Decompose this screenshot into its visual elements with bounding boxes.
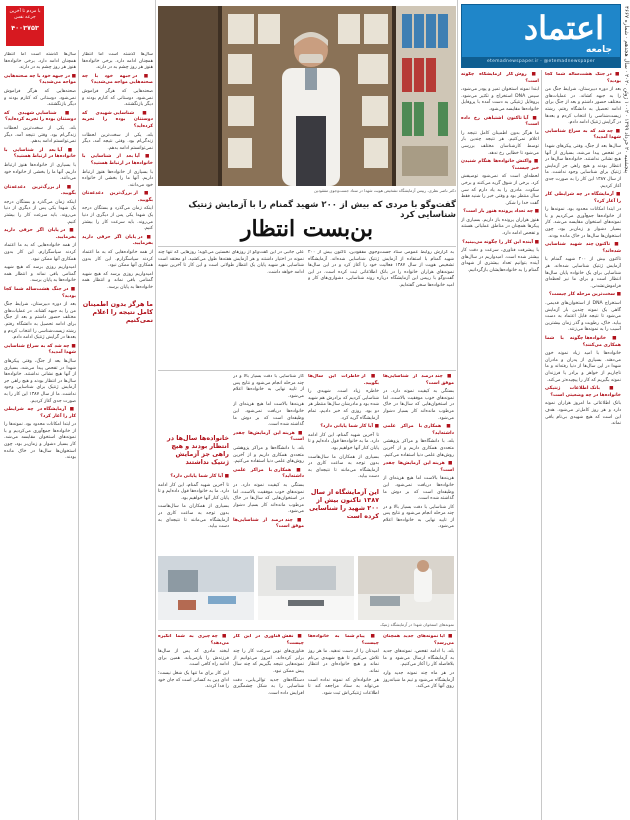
lab-table-illustration	[158, 556, 254, 620]
interview-question: ■ چه شد که به سراغ شناسایی شهدا آمدید؟	[4, 344, 76, 357]
interview-answer: بعد از دوره دبیرستان، شرایط جنگ من را به جبهه کشاند. در عملیات‌های مختلف حضور داشتم و بعد از جنگ برای ادامه تحصیل به دانشگاه رفتم. رشته زیست‌شناسی را انتخاب کردم و بعدها در گرایش ژنتیک ادامه دادم.	[545, 87, 621, 126]
interview-answer: در ابتدا امکانات محدود بود. نمونه‌ها را از خانواده‌ها جمع‌آوری می‌کردیم و با نمونه‌های استخوان مقایسه می‌شد. کار بسیار دشوار و زمان‌بر بود، چون استخوان‌ها سال‌ها در خاک مانده بودند.	[545, 207, 621, 239]
intro-paragraph-2: علی جانبی در این گفت‌وگو از روزهای نخستین می‌گوید؛ روزهایی که تنها چند نمونه در اختیار داشتند و هر آزمایش هفته‌ها طول می‌کشید. او معتقد است شناسایی هر شهید پایان یک انتظار طولانی است و این کار تا آخرین شهید ادامه خواهد داشت.	[158, 250, 304, 275]
bottom-column-1	[383, 634, 454, 816]
interview-answer: بسیاری از همکاران ما سال‌هاست بدون توجه به ساعت کاری در آزمایشگاه می‌مانند تا نتیجه‌ای به دست بیاید.	[308, 454, 379, 480]
interview-answer: دستگاه‌های جدید توالی‌یابی، دقت شناسایی را به شکل چشمگیری افزایش داده است.	[233, 677, 304, 696]
dateline: پنجشنبه ۲۰ خرداد ۱۳۹۹ · ۱۰۰۲ ژوئن ۲۰۲۰ · سال هجدهم · شماره ۴۶۶۷	[623, 6, 629, 174]
interview-question: ■ از خاطرات این سال‌ها بگویید.	[308, 374, 379, 387]
interview-answer: با پیشرفت فناوری، سرعت و دقت کار بیشتر شده است. امیدواریم در سال‌های آینده بتوانیم تعداد بیشتری از شهدای گمنام را به خانواده‌هایشان بازگردانیم.	[461, 248, 539, 274]
interview-answer: امیدواریم روزی برسد که هیچ شهید گمنامی باقی نماند و انتظار همه خانواده‌ها به پایان برسد.	[4, 265, 76, 284]
interview-question: ■ چه شد که به سراغ شناسایی شهدا آمدید؟	[545, 129, 621, 142]
main-photo-caption: دکتر ناصر نظری، رییس آزمایشگاه تشخیص هویت شهدا در ستاد جست‌وجوی مفقودین	[313, 188, 456, 193]
interview-answer: بعد از دوره دبیرستان، شرایط جنگ من را به جبهه کشاند. در عملیات‌های مختلف حضور داشتم و بعد از جنگ برای ادامه تحصیل به دانشگاه رفتم. رشته زیست‌شناسی را انتخاب کردم و بعدها در گرایش ژنتیک ادامه دادم.	[4, 302, 76, 341]
main-photo	[158, 6, 456, 186]
interview-answer: بسیاری از همکاران ما سال‌هاست بدون توجه به ساعت کاری در آزمایشگاه می‌مانند تا نتیجه‌ای به دست بیاید.	[158, 504, 229, 530]
intro-text	[308, 250, 454, 368]
interview-answer: تا آخرین شهید گمنام، این کار ادامه دارد. ما به خانواده‌ها قول داده‌ایم و تا پایان کنار آنها خواهیم بود.	[158, 482, 229, 501]
interview-answer: سال‌ها گذشته است اما انتظار همچنان ادامه دارد. برخی خانواده‌ها هنوز هر روز چشم به در دارند.	[4, 52, 76, 71]
interview-question: ■ بانک اطلاعات ژنتیکی خانواده‌ها در چه وضعیتی است؟	[545, 386, 621, 399]
interview-question: ■ سخت‌ترین مرحله کار چیست؟	[545, 292, 621, 299]
interview-answer: هر خانواده‌ای که نمونه نداده است می‌تواند به ستاد مراجعه کند تا اطلاعات ژنتیکی‌اش ثبت شود.	[308, 677, 379, 696]
interview-answer: سال‌ها بعد از جنگ، وقتی پیکرهای شهدا در تفحص پیدا می‌شد، بسیاری از آنها هیچ نشانی نداشتند. خانواده‌ها سال‌ها در انتظار بودند و هیچ راهی جز آزمایش ژنتیک برای شناسایی وجود نداشت. ما از سال ۱۳۸۷ این کار را به صورت جدی آغاز کردیم.	[4, 358, 76, 404]
interview-answer: خاطره زیاد است. شهیدی را شناسایی کردیم که برادرش هم شهید شده بود و مادرشان سال‌ها منتظر هر دو بود. روزی که خبر دادیم، تمام آزمایشگاه گریه کرد.	[308, 389, 379, 421]
bottom-column-4	[158, 634, 229, 816]
interview-answer: هزینه‌ها بالاست اما هیچ هزینه‌ای از خانواده‌ها دریافت نمی‌شود. این وظیفه‌ای است که بر دوش ما گذاشته شده است.	[383, 476, 454, 502]
masthead-logo: اعتماد	[523, 9, 604, 47]
interview-question: ■ هزینه این آزمایش‌ها چقدر است؟	[233, 431, 304, 444]
section-rule	[158, 246, 456, 247]
interview-answer: سال‌ها گذشته است اما انتظار همچنان ادامه دارد. برخی خانواده‌ها هنوز هر روز چشم به در دارند.	[82, 52, 153, 71]
interview-answer: کار شناسایی با دقت بسیار بالا و در چند مرحله انجام می‌شود و نتایج پس از تایید نهایی به خانواده‌ها اعلام می‌شود.	[383, 504, 454, 530]
interview-answer: بله، با ادامه تفحص، نمونه‌های جدید به آزمایشگاه ارسال می‌شود و ما بلافاصله کار را آغاز می‌کنیم.	[383, 649, 454, 668]
interview-answer: بستگی به کیفیت نمونه دارد. در نمونه‌های خوب موفقیت بالاست، اما در استخوان‌هایی که سال‌ها در خاک مرطوب مانده‌اند کار بسیار دشوار می‌شود.	[383, 389, 454, 421]
interview-answer: در هر ماه چند نمونه جدید وارد آزمایشگاه می‌شود و تیم ما شبانه‌روز روی آنها کار می‌کند.	[383, 670, 454, 690]
interview-answer: تاکنون بیش از ۲۰۰ شهید گمنام با آزمایش ژنتیک شناسایی شده‌اند. هر شناسایی برای یک خانواده پایان سال‌ها انتظار است و برای ما نیز لحظه‌ای فراموش‌نشدنی.	[545, 257, 621, 289]
pull-quote: این آزمایشگاه از سال ۱۳۸۷ تاکنون بیش از ۲۰۰ شهید را شناسایی کرده است	[309, 488, 379, 520]
interview-question: ■ در پایان اگر حرفی دارید بفرمایید.	[82, 235, 153, 248]
interview-answer: با بسیاری از خانواده‌ها هنوز ارتباط داریم. آنها ما را بخشی از خانواده خود می‌دانند.	[4, 162, 76, 182]
interview-question: ■ هزینه این آزمایش‌ها چقدر است؟	[383, 461, 454, 474]
masthead-strip: etemadnewspaper.ir · @etemadnewspaper	[462, 57, 620, 67]
column-mid-b	[308, 374, 379, 484]
interview-answer: اینکه زمان می‌گذرد و بستگان درجه یک شهدا یکی پس از دیگری از دنیا می‌روند. باید سرعت کار را بیشتر کنیم.	[4, 199, 76, 225]
interview-answer: استخراج DNA از استخوان‌های قدیمی. گاهی یک نمونه چندین بار آزمایش می‌شود تا نتیجه قابل اعتماد به دست بیاید. خاک، رطوبت و گذر زمان بیشترین آسیب را به نمونه‌ها می‌زنند.	[545, 301, 621, 333]
intro-paragraph: به گزارش روابط عمومی ستاد جست‌وجوی مفقودین، تاکنون بیش از ۲۰۰ شهید گمنام با استفاده از آزمایش ژنتیک شناسایی شده‌اند. آزمایشگاه تشخیص هویت از سال ۱۳۸۷ فعالیت خود را آغاز کرد و در این سال‌ها نمونه‌های هزاران خانواده را در بانک اطلاعاتی ثبت کرده است. در این گفت‌وگو با رییس این آزمایشگاه درباره روند شناسایی، دشواری‌های کار و امید خانواده‌ها سخن گفته‌ایم.	[308, 250, 454, 288]
column-mid-c	[233, 374, 304, 554]
interview-answer: صحنه‌هایی که هرگز فراموش نمی‌شود. دوستانی که کنارم بودند و دیگر بازنگشتند.	[4, 88, 76, 108]
interview-answer: هنوز هزاران پرونده باز داریم. بسیاری از پیکرها همچنان در مناطق عملیاتی هستند و تفحص ادامه دارد.	[461, 217, 539, 237]
interview-question: ■ واکنش خانواده‌ها هنگام شنیدن خبر چیست؟	[461, 159, 539, 172]
column-rule	[541, 70, 542, 820]
lab-bench-illustration	[258, 556, 354, 620]
lab-photos-caption: نمونه‌های استخوان شهدا در آزمایشگاه ژنتیک	[380, 622, 454, 627]
column-mid-d-text	[158, 474, 229, 531]
interview-answer: هزینه‌ها بالاست اما هیچ هزینه‌ای از خانواده‌ها دریافت نمی‌شود. این وظیفه‌ای است که بر دوش ما گذاشته شده است.	[233, 402, 304, 428]
interview-answer: بله، با دانشگاه‌ها و مراکز پژوهشی متعددی همکاری داریم و از آخرین روش‌های علمی دنیا استفاده می‌کنیم.	[383, 439, 454, 458]
interview-answer: ابتدا نمونه استخوان تمیز و پودر می‌شود، سپس DNA استخراج و تکثیر می‌شود. پروفایل ژنتیکی به دست آمده با پروفایل خانواده‌ها مقایسه می‌شود.	[461, 87, 539, 112]
interview-question: ■ چه چیزی به شما انگیزه می‌دهد؟	[158, 634, 229, 647]
interview-question: ■ خانواده‌ها چگونه با شما همکاری می‌کنند؟	[545, 336, 621, 349]
section-rule	[158, 630, 456, 631]
interview-question: ■ تاکنون چند شهید شناسایی شده‌اند؟	[545, 242, 621, 255]
interview-question: ■ در جنگ هشت‌ساله شما کجا بودید؟	[4, 287, 76, 300]
interview-question: ■ از بزرگ‌ترین دغدغه‌تان بگویید.	[4, 185, 76, 198]
interview-answer: کار شناسایی با دقت بسیار بالا و در چند مرحله انجام می‌شود و نتایج پس از تایید نهایی به خانواده‌ها اعلام می‌شود.	[233, 374, 304, 399]
interview-question: ■ در جنگ هشت‌ساله شما کجا بودید؟	[545, 72, 621, 85]
interview-question: ■ آینده این کار را چگونه می‌بینید؟	[461, 240, 539, 247]
interview-question: ■ در جبهه خود با چه صحنه‌هایی مواجه می‌شدید؟	[4, 74, 76, 87]
section-name: جامعه	[586, 45, 612, 55]
interview-question: ■ آیا کار شما پایانی دارد؟	[158, 474, 229, 481]
bottom-column-3	[233, 634, 304, 816]
interview-question: ■ در پایان اگر حرفی دارید بفرمایید.	[4, 228, 76, 241]
column-rule	[457, 0, 458, 820]
interview-question: ■ شناسایی شهیدی که دوستتان بوده را تجربه کرده‌اید؟	[82, 111, 153, 131]
masthead	[461, 4, 621, 68]
interview-answer: اینکه زمان می‌گذرد و بستگان درجه یک شهدا یکی پس از دیگری از دنیا می‌روند. باید سرعت کار را بیشتر کنیم.	[82, 206, 153, 232]
pull-quote: خانواده‌ها سال‌ها در انتظار بودند و هیچ راهی جز آزمایش ژنتیک نداشتند	[167, 434, 229, 466]
interview-answer: در ابتدا امکانات محدود بود. نمونه‌ها را از خانواده‌ها جمع‌آوری می‌کردیم و با نمونه‌های استخوان مقایسه می‌شد. کار بسیار دشوار و زمان‌بر بود، چون استخوان‌ها سال‌ها در خاک مانده بودند.	[4, 422, 76, 461]
interview-answer: بله، یکی از سخت‌ترین لحظات زندگی‌ام بود. وقتی نتیجه آمد، دیگر نمی‌توانستم ادامه بدهم.	[4, 125, 76, 145]
interview-answer: خانواده‌ها با امید زیاد نمونه خون می‌دهند. بسیاری از پدران و مادران شهدا در این سال‌ها از دنیا رفته‌اند و ما ناچاریم از خواهر و برادر یا فرزندان نمونه بگیریم که کار را پیچیده‌تر می‌کند.	[545, 351, 621, 383]
article-headline: بن‌بست انتظار	[240, 216, 374, 242]
interview-question: ■ چند درصد از شناسایی‌ها موفق است؟	[233, 518, 304, 531]
interview-answer: این کار برای ما تنها یک شغل نیست؛ ادای دِین به کسانی است که جان خود را فدا کردند.	[158, 670, 229, 690]
interview-answer: بانک اطلاعاتی ما امروز هزاران نمونه دارد و هر روز کامل‌تر می‌شود. هدف این است که هیچ شهیدی بی‌نام باقی نماند.	[545, 401, 621, 427]
interview-answer: سال‌ها بعد از جنگ، وقتی پیکرهای شهدا در تفحص پیدا می‌شد، بسیاری از آنها هیچ نشانی نداشتند. خانواده‌ها سال‌ها در انتظار بودند و هیچ راهی جز آزمایش ژنتیک برای شناسایی وجود نداشت. ما از سال ۱۳۸۷ این کار را به صورت جدی آغاز کردیم.	[545, 143, 621, 189]
lab-photo-3	[358, 556, 454, 620]
interview-question: ■ آزمایشگاه در چه شرایطی کار را آغاز کرد؟	[545, 192, 621, 205]
column-right	[461, 72, 539, 816]
interview-answer: لحظه‌ای است که نمی‌شود توصیفش کرد. برخی از شوق گریه می‌کنند و برخی سکوت. مادری را به یاد دارم که سی سال منتظر بود و وقتی خبر را شنید فقط گفت خدا را شکر.	[461, 174, 539, 206]
interview-answer: امیدتان را از دست ندهید. ما هر روز تلاش می‌کنیم تا هیچ شهیدی بی‌نام نماند و هیچ خانواده‌ای در انتظار نماند.	[308, 649, 379, 674]
interview-question: ■ آیا نمونه‌های جدید همچنان می‌رسد؟	[383, 634, 454, 647]
interview-question: ■ در جبهه خود با چه صحنه‌هایی مواجه می‌شدید؟	[82, 74, 153, 87]
interview-question: ■ چه تعداد پرونده هنوز باز است؟	[461, 209, 539, 216]
interview-answer: بستگی به کیفیت نمونه دارد. در نمونه‌های خوب موفقیت بالاست، اما در استخوان‌هایی که سال‌ها در خاک مرطوب مانده‌اند کار بسیار دشوار می‌شود.	[233, 482, 304, 515]
interview-answer: صحنه‌هایی که هرگز فراموش نمی‌شود. دوستانی که کنارم بودند و دیگر بازنگشتند.	[82, 88, 153, 108]
column-mid-a	[383, 374, 454, 554]
interview-question: ■ آیا بعد از شناسایی با خانواده‌ها در ارتباط هستید؟	[82, 154, 153, 167]
article-kicker: گفت‌وگو با مردی که بیش از ۲۰۰ شهید گمنام را با آزمایش ژنتیک شناسایی کرد	[188, 200, 456, 220]
interview-answer: بله، با دانشگاه‌ها و مراکز پژوهشی متعددی همکاری داریم و از آخرین روش‌های علمی دنیا استفاده می‌کنیم.	[233, 445, 304, 465]
lab-researcher-illustration	[358, 556, 454, 620]
interview-answer: ما هرگز بدون اطمینان کامل نتیجه را اعلام نمی‌کنیم. هر نتیجه چندین بار توسط کارشناسان مختلف بررسی می‌شود تا خطایی رخ ندهد.	[461, 130, 539, 156]
interview-answer: بله، یکی از سخت‌ترین لحظات زندگی‌ام بود. وقتی نتیجه آمد، دیگر نمی‌توانستم ادامه بدهم.	[82, 132, 153, 151]
pull-quote: ما هرگز بدون اطمینان کامل نتیجه را اعلام نمی‌کنیم	[82, 300, 153, 324]
lab-photo-1	[158, 556, 254, 620]
column-rule	[155, 0, 156, 820]
column-left-inner	[82, 52, 153, 816]
promo-badge	[6, 6, 44, 46]
interview-answer: فناوری‌های نوین سرعت کار را چند برابر کرده‌اند. امروز می‌توانیم از نمونه‌هایی نتیجه بگیریم که چند سال پیش ممکن نبود.	[233, 649, 304, 674]
bottom-column-2	[308, 634, 379, 816]
column-far-right	[545, 72, 621, 816]
interview-question: ■ شناسایی شهیدی که دوستتان بوده را تجربه کرده‌اید؟	[4, 111, 76, 124]
interview-question: ■ نقش فناوری در این کار چیست؟	[233, 634, 304, 647]
interview-question: ■ همکاری با مراکز علمی داشته‌اید؟	[383, 424, 454, 437]
portrait-illustration	[158, 6, 456, 186]
interview-question: ■ چند درصد از شناسایی‌ها موفق است؟	[383, 374, 454, 387]
intro-text-2	[158, 250, 304, 368]
interview-question: ■ آیا تاکنون اشتباهی رخ داده است؟	[461, 116, 539, 129]
interview-answer: تا آخرین شهید گمنام، این کار ادامه دارد. ما به خانواده‌ها قول داده‌ایم و تا پایان کنار آنها خواهیم بود.	[308, 432, 379, 451]
interview-question: ■ پیام شما به خانواده‌ها چیست؟	[308, 634, 379, 647]
lab-photo-2	[258, 556, 354, 620]
interview-answer: امیدواریم روزی برسد که هیچ شهید گمنامی باقی نماند و انتظار همه خانواده‌ها به پایان برسد.	[82, 271, 153, 290]
interview-question: ■ از بزرگ‌ترین دغدغه‌تان بگویید.	[82, 191, 153, 204]
interview-answer: با بسیاری از خانواده‌ها هنوز ارتباط داریم. آنها ما را بخشی از خانواده خود می‌دانند.	[82, 169, 153, 188]
column-rule	[78, 50, 79, 820]
interview-question: ■ همکاری با مراکز علمی داشته‌اید؟	[233, 468, 304, 481]
column-left-outer	[4, 52, 76, 816]
interview-answer: از همه خانواده‌هایی که به ما اعتماد کردند سپاسگزارم. این کار بدون همکاری آنها ممکن نبود.	[4, 243, 76, 262]
interview-question: ■ آیا کار شما پایانی دارد؟	[308, 424, 379, 431]
interview-answer: از همه خانواده‌هایی که به ما اعتماد کردند سپاسگزارم. این کار بدون همکاری آنها ممکن نبود.	[82, 250, 153, 269]
interview-question: ■ آیا بعد از شناسایی با خانواده‌ها در ارتباط هستید؟	[4, 148, 76, 161]
interview-question: ■ آزمایشگاه در چه شرایطی کار را آغاز کرد؟	[4, 407, 76, 420]
interview-question: ■ روش کار آزمایشگاه چگونه است؟	[461, 72, 539, 85]
section-rule	[158, 370, 456, 371]
promo-badge-text: با مردم تا آخرین جرعه نفس	[9, 9, 41, 20]
column-mid-d	[158, 374, 229, 554]
interview-answer: لبخند مادری که پس از سال‌ها فرزندش را بازمی‌یابد. همین برای ادامه راه کافی است.	[158, 649, 229, 668]
promo-badge-number: ۴۰۰۳۷۵۳	[11, 24, 39, 32]
